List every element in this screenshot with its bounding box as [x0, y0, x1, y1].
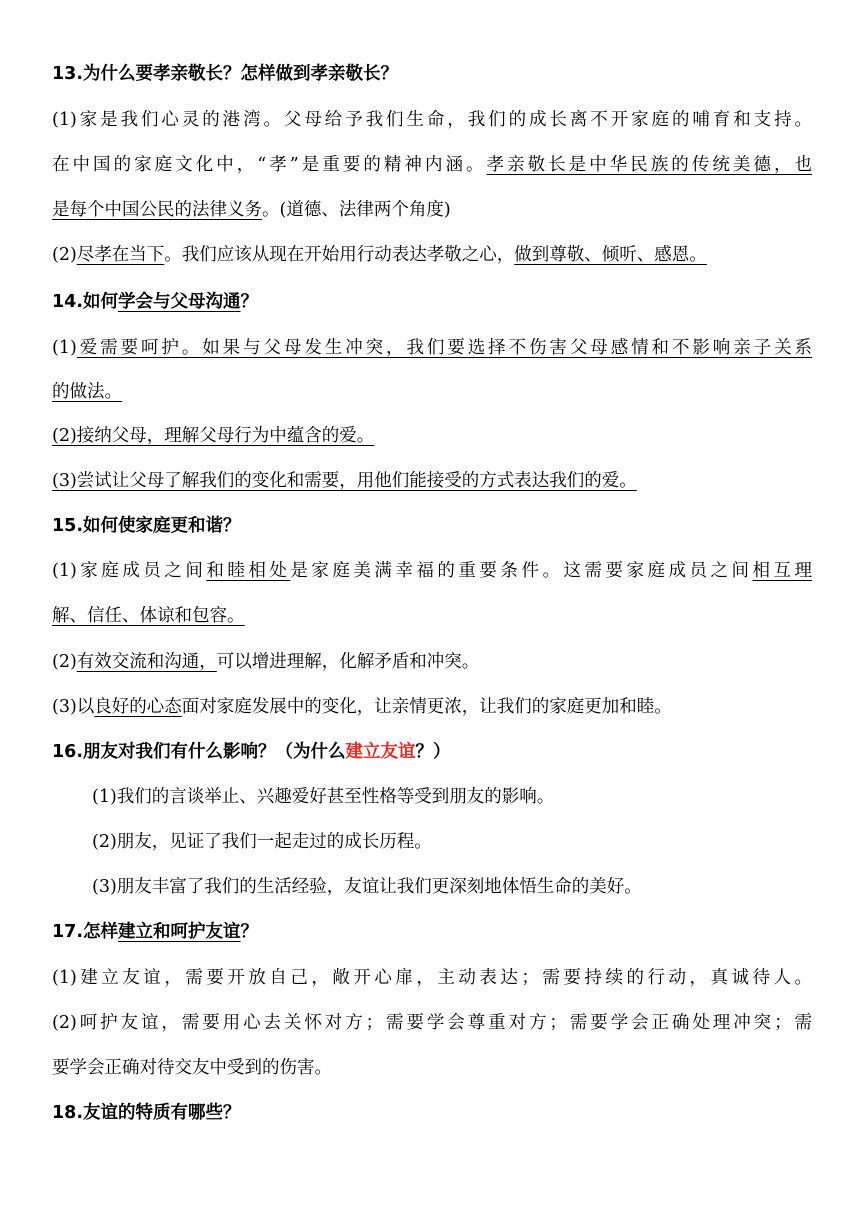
- q15-text: 可以增进理解，化解矛盾和冲突。: [216, 652, 480, 672]
- q15-underlined-text: 有效交流和沟通，: [76, 652, 217, 672]
- q15-underlined-text: 和睦相处: [206, 561, 291, 581]
- q14-underlined-text: 爱需要呵护。如果与父母发生冲突，我们要选择不伤害父母感情和不影响亲子关系: [76, 338, 812, 358]
- q14-underlined-text: 的做法。: [52, 382, 122, 402]
- q16-point-2: (2)朋友，见证了我们一起走过的成长历程。: [92, 832, 432, 852]
- q17-point-1: (1)建立友谊，需要开放自己，敞开心扉，主动表达；需要持续的行动，真诚待人。: [52, 968, 812, 988]
- question-14-title: [52, 290, 812, 314]
- question-16-title: [52, 740, 812, 764]
- q14-text: (1): [52, 338, 77, 358]
- q13-underlined-text: 尽孝在当下: [76, 245, 165, 265]
- q17-point-2-line-1: (2)呵护友谊，需要用心去关怀对方；需要学会尊重对方；需要学会正确处理冲突；需: [52, 1013, 812, 1033]
- q15-point-3: [52, 695, 812, 719]
- question-13-title: 13.为什么要孝亲敬长？怎样做到孝亲敬长？: [52, 64, 398, 84]
- q13-text: (2): [52, 245, 77, 265]
- q14-point-1-line-2: [52, 380, 812, 404]
- q16-title-text: ？）: [415, 742, 451, 762]
- q13-text: 。(道德、法律两个角度): [262, 200, 451, 220]
- q16-point-1: (1)我们的言谈举止、兴趣爱好甚至性格等受到朋友的影响。: [92, 787, 555, 807]
- q15-underlined-text: 良好的心态: [94, 697, 182, 717]
- q15-text: 面对家庭发展中的变化，让亲情更浓，让我们的家庭更加和睦。: [181, 697, 672, 717]
- q13-underlined-text: 孝亲敬长是中华民族的传统美德，也: [486, 155, 812, 175]
- q15-text: (3)以: [52, 697, 95, 717]
- q15-point-2: [52, 650, 812, 674]
- q14-point-1-line-1: [52, 336, 812, 360]
- q14-point-3: [52, 469, 812, 493]
- q15-point-1-line-1: [52, 559, 812, 583]
- question-18-title: 18.友谊的特质有哪些？: [52, 1103, 241, 1123]
- q14-title-underlined: 学会与父母沟通: [118, 292, 241, 312]
- q14-underlined-text: (2)接纳父母，理解父母行为中蕴含的爱。: [52, 426, 375, 446]
- q17-title-text: 17.怎样: [52, 922, 119, 942]
- q13-underlined-text: 做到尊敬、倾听、感恩。: [514, 245, 707, 265]
- q13-text: 在中国的家庭文化中，“孝”是重要的精神内涵。: [52, 155, 487, 175]
- q13-point-1-line-1: (1)家是我们心灵的港湾。父母给予我们生命，我们的成长离不开家庭的哺育和支持。: [52, 110, 812, 130]
- question-17-title: [52, 920, 812, 944]
- question-15-title: 15.如何使家庭更和谐？: [52, 516, 241, 536]
- q14-title-text: 14.如何: [52, 292, 119, 312]
- q17-title-text: ？: [240, 922, 259, 942]
- q13-point-1-line-2: [52, 153, 812, 177]
- q15-underlined-text: 相互理: [752, 561, 813, 581]
- q16-title-highlight: 建立友谊: [345, 742, 416, 762]
- q17-title-underlined: 建立和呵护友谊: [118, 922, 241, 942]
- q14-point-2: [52, 424, 812, 448]
- q15-text: (1)家庭成员之间: [52, 561, 207, 581]
- q13-underlined-text: 是每个中国公民的法律义务: [52, 200, 262, 220]
- q15-text: (2): [52, 652, 77, 672]
- q15-point-1-line-2: [52, 604, 812, 628]
- q16-point-3: (3)朋友丰富了我们的生活经验，友谊让我们更深刻地体悟生命的美好。: [92, 877, 642, 897]
- q15-text: 是家庭美满幸福的重要条件。这需要家庭成员之间: [290, 561, 753, 581]
- q13-point-2: [52, 243, 812, 267]
- q14-underlined-text: (3)尝试让父母了解我们的变化和需要，用他们能接受的方式表达我们的爱。: [52, 471, 637, 491]
- q17-point-2-line-2: 要学会正确对待交友中受到的伤害。: [52, 1058, 332, 1078]
- q13-point-1-line-3: [52, 198, 812, 222]
- q15-underlined-text: 解、信任、体谅和包容。: [52, 606, 245, 626]
- q13-text: 。我们应该从现在开始用行动表达孝敬之心，: [164, 245, 515, 265]
- q16-title-text: 16.朋友对我们有什么影响？（为什么: [52, 742, 346, 762]
- q14-title-text: ？: [240, 292, 259, 312]
